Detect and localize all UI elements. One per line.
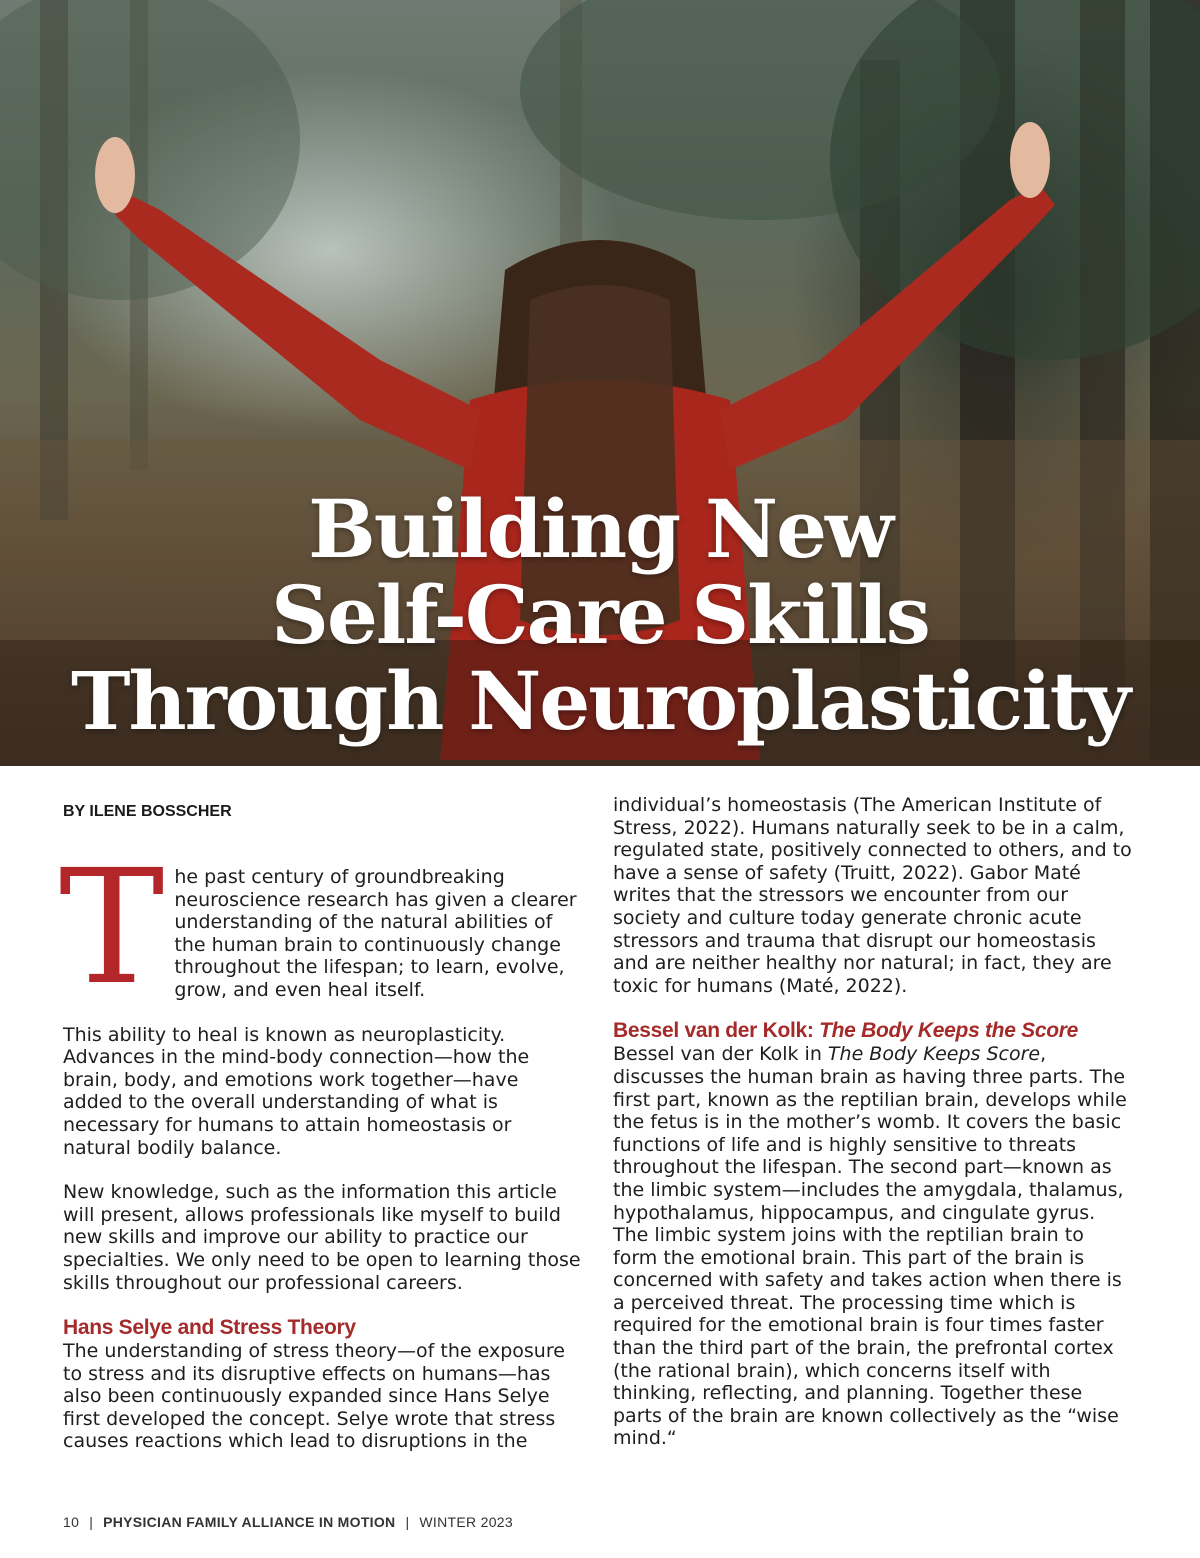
- title-line-3: Through Neuroplasticity: [70, 654, 1130, 748]
- paragraph-three-brains: [613, 1043, 1133, 1450]
- dropcap: T: [59, 836, 165, 1020]
- title-line-2: Self-Care Skills: [271, 568, 929, 662]
- title-line-1: Building New: [308, 482, 892, 576]
- heading-van-der-kolk-name: Bessel van der Kolk:: [613, 1019, 820, 1043]
- right-column: [613, 794, 1133, 1472]
- heading-van-der-kolk: [613, 1019, 1133, 1043]
- byline: BY ILENE BOSSCHER: [63, 803, 232, 820]
- paragraph-three-brains-rest: , discusses the human brain as having three parts. The first part, known as the reptilian brain, develops while the fetus is in the mother’s womb. It covers the basic functions of life and is highly sensitive to threats throughout the lifespan. The second part—known as the limbic system—includes the amygdala, thalamus, hypothalamus, hippocampus, and cingulate gyrus. The limbic system joins with the reptilian brain to form the emotional brain. This part of the brain is concerned with safety and takes action when there is a perceived threat. The processing time which is required for the emotional brain is four times faster than the third part of the brain, the prefrontal cortex (the rational brain), which concerns itself with thinking, reflecting, and planning. Together these parts of the brain are known collectively as the “wise mind.“: [613, 1043, 1127, 1450]
- intro-paragraph: [59, 836, 583, 1020]
- footer-separator-2: |: [405, 1514, 410, 1530]
- paragraph-neuroplasticity: This ability to heal is known as neuroplasticity. Advances in the mind-body connection—how the brain, body, and emotions work together—have added to the overall understanding of what is necessary for humans to attain homeostasis or natural bodily balance.: [63, 1023, 530, 1159]
- left-column: [59, 794, 583, 1475]
- paragraph-homeostasis: individual’s homeostasis (The American Institute of Stress, 2022). Humans naturally seek to be in a calm, regulated state, positively connected to others, and to have a sense of safety (Truitt, 2022). Gabor Maté writes that the stressors we encounter from our society and culture today generate chronic acute stressors and trauma that disrupt our homeostasis and are neither healthy nor natural; in fact, they are toxic for humans (Maté, 2022).: [613, 794, 1132, 997]
- paragraph-stress-theory: The understanding of stress theory—of the exposure to stress and its disruptive effects on humans—has also been continuously expanded since Hans Selye first developed the concept. Selye wrote that stress causes reactions which lead to disruptions in the: [63, 1340, 565, 1453]
- paragraph-new-knowledge: New knowledge, such as the information this article will present, allows professionals like myself to build new skills and improve our ability to practice our specialties. We only need to be open to learning those skills throughout our professional careers.: [63, 1181, 581, 1294]
- issue-date: WINTER 2023: [419, 1514, 513, 1530]
- intro-text: he past century of groundbreaking neuroscience research has given a clearer understanding of the natural abilities of the human brain to continuously change throughout the lifespan; to learn, evolve, grow, and even heal itself.: [174, 866, 577, 1001]
- page-footer: [63, 1514, 513, 1530]
- heading-book-title: The Body Keeps the Score: [819, 1019, 1078, 1043]
- book-title-inline: The Body Keeps Score: [827, 1043, 1041, 1066]
- heading-stress-theory: Hans Selye and Stress Theory: [63, 1316, 356, 1340]
- footer-separator-1: |: [89, 1514, 94, 1530]
- paragraph-three-brains-start: Bessel van der Kolk in: [613, 1043, 828, 1066]
- publication-name: PHYSICIAN FAMILY ALLIANCE IN MOTION: [103, 1514, 396, 1530]
- page-number: 10: [63, 1514, 80, 1530]
- article-title: [0, 482, 1200, 748]
- hero-photo: [0, 0, 1200, 766]
